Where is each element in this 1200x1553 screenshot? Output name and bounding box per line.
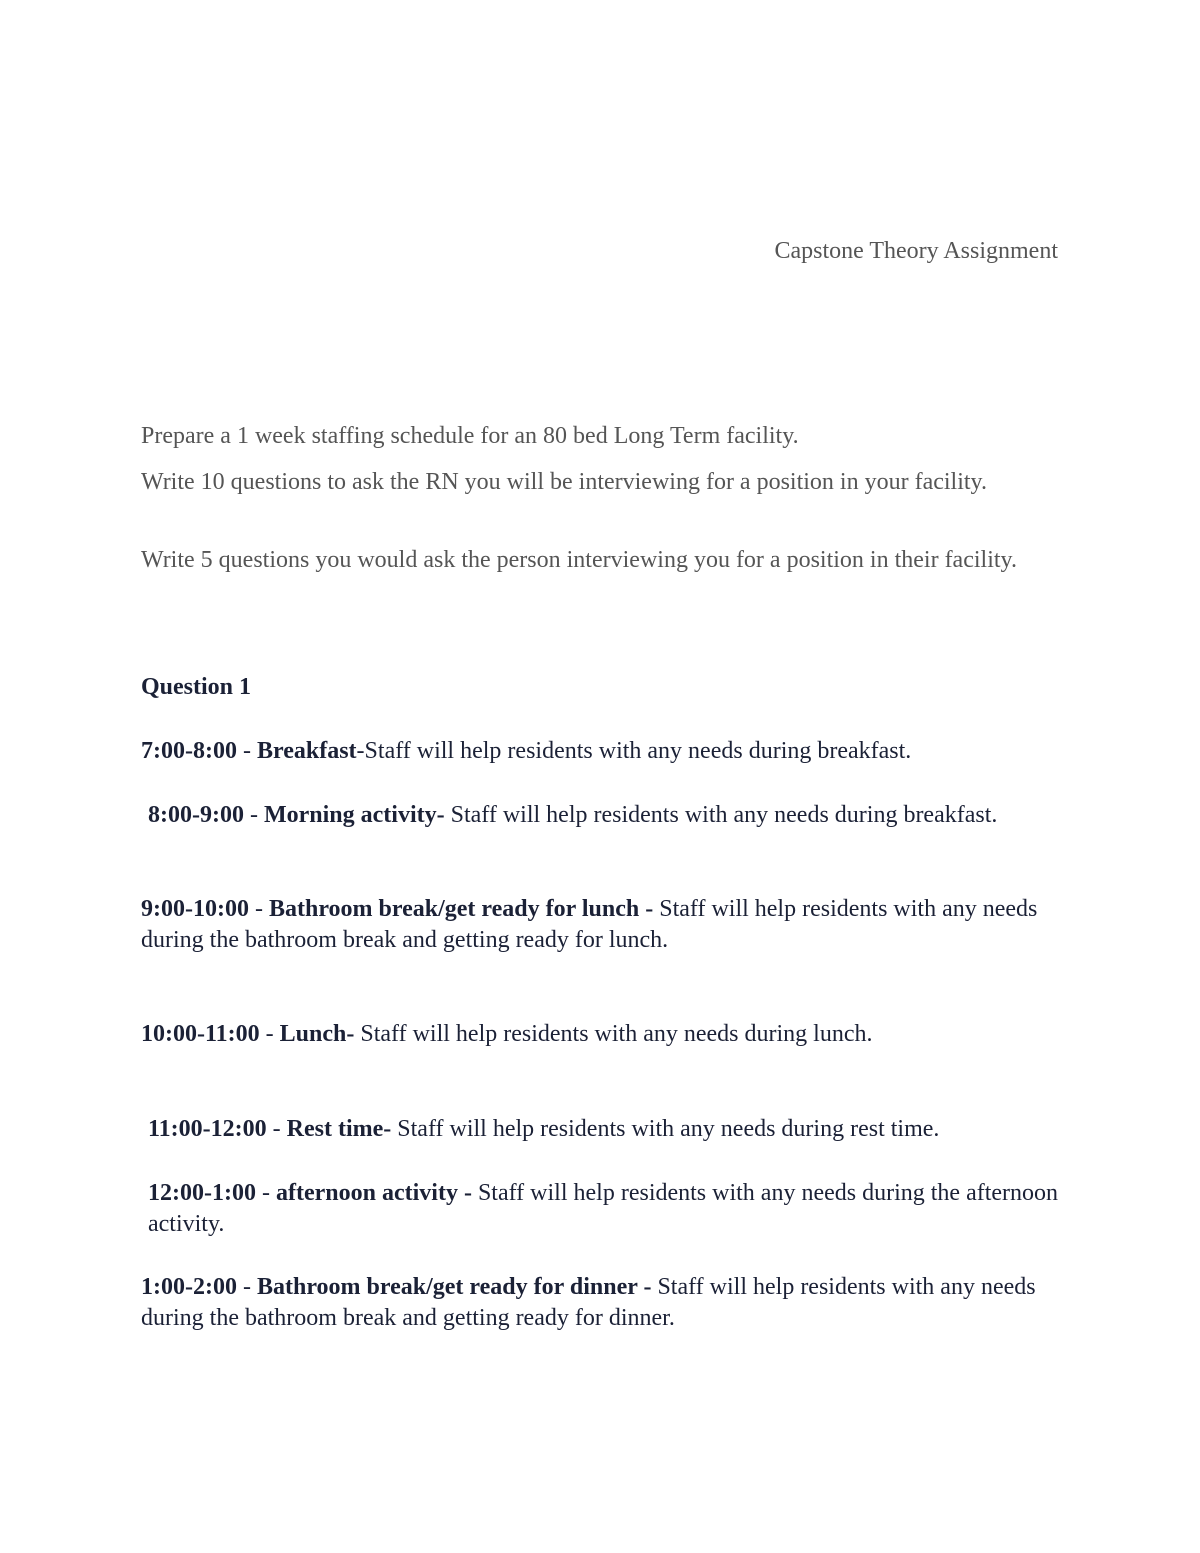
- schedule-separator: -: [266, 1116, 287, 1142]
- document-title: Capstone Theory Assignment: [774, 238, 1058, 264]
- schedule-description: Staff will help residents with any needs during the bathroom break and getting ready for dinner.: [141, 1274, 1036, 1331]
- schedule-activity-separator: -: [639, 896, 660, 922]
- schedule-item: [141, 1114, 1066, 1145]
- schedule-item: [141, 1019, 1059, 1050]
- schedule-description: Staff will help residents with any needs during breakfast.: [450, 802, 998, 828]
- schedule-activity: afternoon activity: [275, 1180, 458, 1206]
- schedule-activity-separator: -: [346, 1021, 361, 1047]
- schedule-item: [141, 1178, 1066, 1240]
- schedule-item: [141, 736, 1059, 767]
- schedule-separator: -: [236, 1274, 257, 1300]
- schedule-description: Staff will help residents with any needs during the afternoon activity.: [148, 1180, 1059, 1237]
- schedule-activity: Bathroom break/get ready for lunch: [268, 896, 640, 922]
- instruction-3: Write 5 questions you would ask the person interviewing you for a position in their facility.: [141, 547, 1017, 573]
- schedule-description: Staff will help residents with any needs during the bathroom break and getting ready for lunch.: [141, 896, 1038, 953]
- schedule-time: 9:00-10:00: [141, 896, 249, 922]
- schedule-activity: Lunch: [279, 1021, 347, 1047]
- schedule-description: Staff will help residents with any needs during breakfast.: [364, 738, 912, 764]
- schedule-item: [141, 800, 1066, 831]
- schedule-activity: Rest time: [286, 1116, 384, 1142]
- schedule-activity-separator: -: [637, 1274, 658, 1300]
- schedule-time: 11:00-12:00: [148, 1116, 267, 1142]
- schedule-activity-separator: -: [457, 1180, 478, 1206]
- schedule-activity-separator: -: [383, 1116, 398, 1142]
- instruction-2: Write 10 questions to ask the RN you will be interviewing for a position in your facility.: [141, 469, 987, 495]
- schedule-activity-separator: -: [356, 738, 365, 764]
- schedule-time: 12:00-1:00: [148, 1180, 256, 1206]
- schedule-separator: -: [236, 738, 257, 764]
- schedule-separator: -: [248, 896, 269, 922]
- question-heading: Question 1: [141, 674, 252, 700]
- schedule-activity: Breakfast: [256, 738, 357, 764]
- schedule-separator: -: [243, 802, 264, 828]
- schedule-separator: -: [259, 1021, 280, 1047]
- instruction-1: Prepare a 1 week staffing schedule for an 80 bed Long Term facility.: [141, 423, 799, 449]
- schedule-item: [141, 1272, 1059, 1334]
- schedule-description: Staff will help residents with any needs during rest time.: [397, 1116, 940, 1142]
- schedule-time: 1:00-2:00: [141, 1274, 237, 1300]
- schedule-separator: -: [255, 1180, 276, 1206]
- schedule-time: 8:00-9:00: [148, 802, 244, 828]
- schedule-description: Staff will help residents with any needs during lunch.: [360, 1021, 873, 1047]
- schedule-activity: Morning activity: [263, 802, 437, 828]
- schedule-activity: Bathroom break/get ready for dinner: [256, 1274, 638, 1300]
- schedule-item: [141, 894, 1059, 956]
- schedule-time: 10:00-11:00: [141, 1021, 260, 1047]
- schedule-time: 7:00-8:00: [141, 738, 237, 764]
- schedule-activity-separator: -: [436, 802, 451, 828]
